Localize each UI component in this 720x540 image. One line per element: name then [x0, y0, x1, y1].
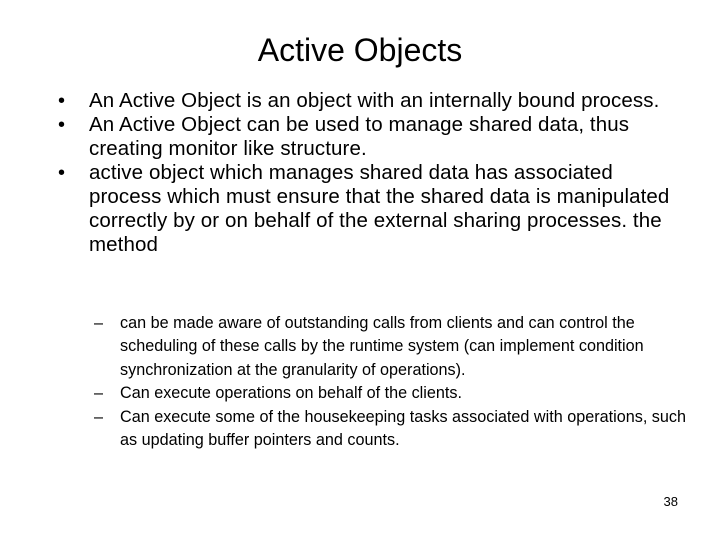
- bullet-marker: •: [58, 162, 66, 184]
- sub-bullet-text: Can execute some of the housekeeping tasks associated with operations, such as updating buffer pointers and counts.: [120, 407, 687, 450]
- bullet-marker: •: [58, 114, 66, 136]
- sub-bullet-list: [94, 312, 694, 452]
- bullet-marker: •: [58, 90, 66, 112]
- bullet-item: [56, 113, 686, 161]
- bullet-list: [56, 89, 686, 257]
- bullet-item: [56, 161, 686, 257]
- sub-bullet-text: Can execute operations on behalf of the clients.: [120, 384, 462, 403]
- sub-bullet-text: can be made aware of outstanding calls from clients and can control the scheduling of these calls by the runtime system (can implement condition synchronization at the granularity of operations).: [120, 314, 644, 379]
- bullet-item: [56, 89, 686, 113]
- sub-bullet-item: [94, 382, 694, 405]
- slide-title: Active Objects: [257, 32, 463, 68]
- sub-bullet-item: [94, 312, 694, 382]
- bullet-text: An Active Object is an object with an internally bound process.: [89, 89, 660, 112]
- sub-bullet-marker: –: [94, 384, 104, 403]
- bullet-text: An Active Object can be used to manage shared data, thus creating monitor like structure.: [89, 113, 630, 160]
- page-number: 38: [663, 494, 678, 509]
- sub-bullet-item: [94, 406, 694, 453]
- bullet-text: active object which manages shared data has associated process which must ensure that the shared data is manipulated correctly by or on behalf of the external sharing processes. the method: [89, 161, 670, 256]
- sub-bullet-marker: –: [94, 314, 104, 332]
- sub-bullet-marker: –: [94, 407, 104, 426]
